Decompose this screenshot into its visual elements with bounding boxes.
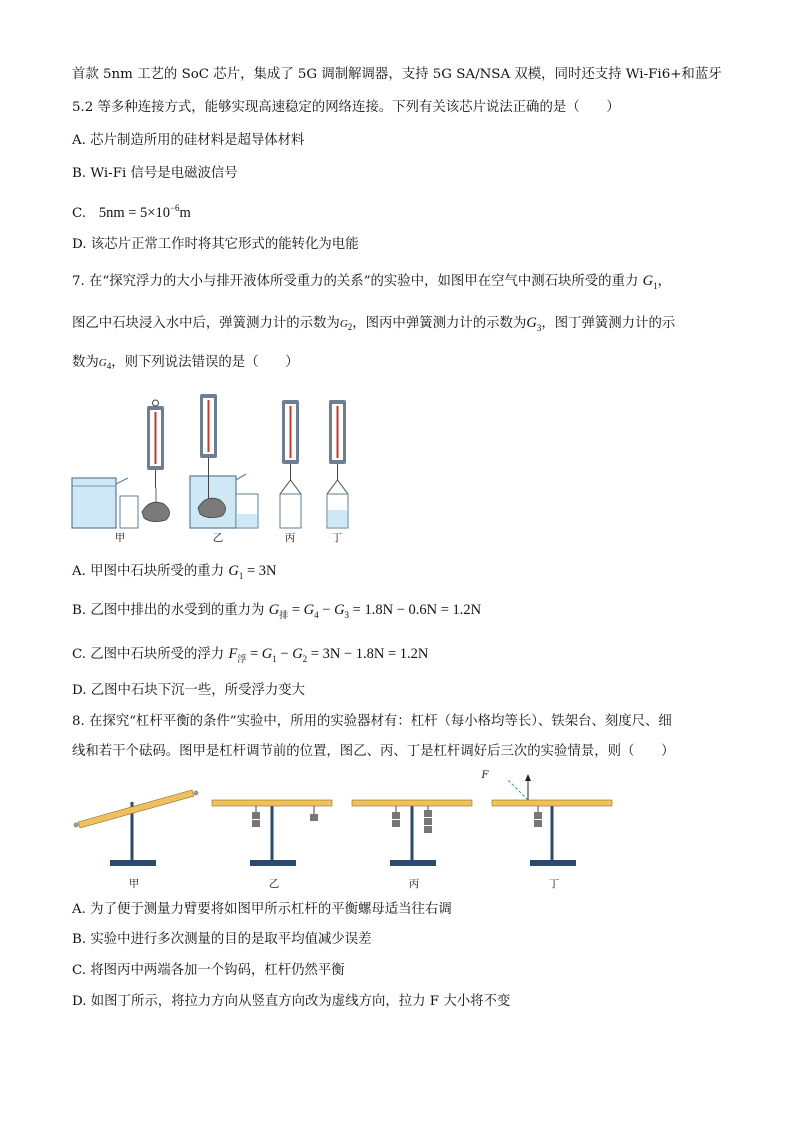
q8-option-c: C. 将图丙中两端各加一个钩码，杠杆仍然平衡 <box>72 963 345 978</box>
q7-stem-line3: 数为$G_4$，则下列说法错误的是（ ） <box>72 355 299 372</box>
q8-figure-label-jia: 甲 <box>128 878 140 890</box>
q8-option-d: D. 如图丁所示，将拉力方向从竖直方向改为虚线方向，拉力 F 大小将不变 <box>72 994 511 1009</box>
q7-figure-label-jia: 甲 <box>114 532 126 544</box>
q6-option-a: A. 芯片制造所用的硅材料是超导体材料 <box>72 133 305 148</box>
figure-jia-lever <box>74 790 199 866</box>
q7-option-c: C. 乙图中石块所受的浮力 $F_浮 = G_1 - G_2 = 3N - 1.8N = 1.2N$ <box>72 646 429 664</box>
q6-stem-line1: 首款 5nm 工艺的 SoC 芯片，集成了 5G 调制解调器，支持 5G SA/NSA 双模，同时还支持 Wi-Fi6+和蓝牙 <box>72 67 722 82</box>
figure-jia-apparatus <box>72 400 170 528</box>
q8-figure-label-ding: 丁 <box>548 878 560 890</box>
q8-figure-label-bing: 丙 <box>408 878 420 890</box>
q7-option-b: B. 乙图中排出的水受到的重力为 $G_排 = G_4 - G_3 = 1.8N - 0.6N = 1.2N$ <box>72 602 482 620</box>
figure-bing-apparatus <box>280 400 301 528</box>
q7-figure-label-bing: 丙 <box>284 532 296 544</box>
q7-option-d: D. 乙图中石块下沉一些，所受浮力变大 <box>72 683 306 698</box>
figure-ding-lever <box>492 774 612 866</box>
q8-option-b: B. 实验中进行多次测量的目的是取平均值减少误差 <box>72 932 372 947</box>
q7-figure <box>70 390 370 550</box>
q6-option-c: C. $5nm = 5\times 10^{-6}m$ <box>72 203 191 221</box>
q6-option-b: B. Wi-Fi 信号是电磁波信号 <box>72 166 238 181</box>
figure-ding-apparatus <box>327 400 348 528</box>
q8-option-a: A. 为了便于测量力臂要将如图甲所示杠杆的平衡螺母适当往右调 <box>72 902 452 917</box>
q6-stem-line2: 5.2 等多种连接方式，能够实现高速稳定的网络连接。下列有关该芯片说法正确的是（ ） <box>72 100 620 115</box>
q7-figure-label-ding: 丁 <box>331 532 343 544</box>
q6-option-c-math: $5nm = 5\times 10^{-6}m$ <box>98 203 191 221</box>
figure-yi-apparatus <box>190 394 258 528</box>
q8-figure-label-yi: 乙 <box>268 878 280 890</box>
q8-force-label: F <box>481 770 489 781</box>
q6-option-d: D. 该芯片正常工作时将其它形式的能转化为电能 <box>72 237 359 252</box>
q7-option-a: A. 甲图中石块所受的重力 $G_1 = 3N$ <box>72 563 277 581</box>
figure-yi-lever <box>212 800 332 866</box>
q8-figure <box>70 772 630 877</box>
figure-bing-lever <box>352 800 472 866</box>
q7-stem-line1: 7. 在“探究浮力的大小与排开液体所受重力的关系”的实验中，如图甲在空气中测石块所受的重力 $G_1$， <box>72 273 671 291</box>
q8-stem-line1: 8. 在探究“杠杆平衡的条件”实验中，所用的实验器材有：杠杆（每小格均等长）、铁架台、刻度尺、细 <box>72 714 672 729</box>
q8-stem-line2: 线和若干个砝码。图甲是杠杆调节前的位置，图乙、丙、丁是杠杆调好后三次的实验情景，则（ ） <box>72 744 675 759</box>
q7-stem-line2: 图乙中石块浸入水中后，弹簧测力计的示数为$G_2$，图丙中弹簧测力计的示数为$G_3$，图丁弹簧测力计的示 <box>72 315 676 333</box>
q7-figure-label-yi: 乙 <box>212 532 224 544</box>
